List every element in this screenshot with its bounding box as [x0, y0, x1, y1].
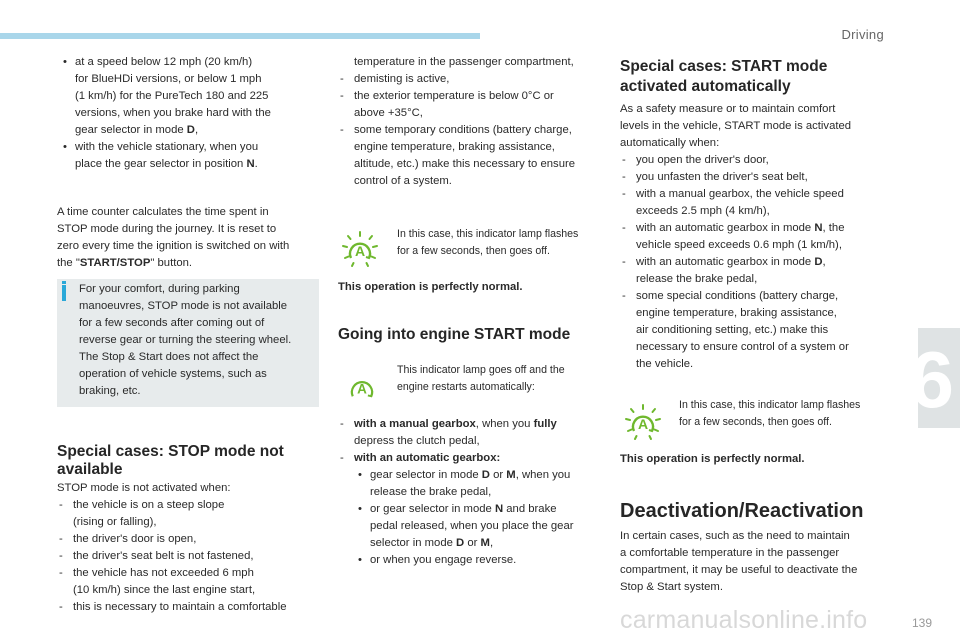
svg-text:A: A — [354, 243, 366, 259]
time-counter-paragraph: A time counter calculates the time spent in STOP mode during the journey. It is reset to zero every time the ignition is switched on with the "START/STOP" button. — [57, 206, 290, 269]
info-icon — [62, 285, 66, 301]
list-item: - demisting is active, — [340, 73, 450, 85]
page-number: 139 — [911, 616, 932, 630]
normal-operation-note: This operation is perfectly normal. — [338, 281, 523, 293]
list-item: - you open the driver's door, — [622, 154, 769, 166]
list-item: - some temporary conditions (battery charge, engine temperature, braking assistance, altitude, etc.) make this necessary to ensure control of a system. — [340, 124, 576, 187]
watermark: carmanualsonline.info — [620, 606, 868, 634]
info-text: For your comfort, during parking manoeuvres, STOP mode is not available for a few seconds after coming out of reverse gear or turning the steering wheel. The Stop & Start does not affect the operation of vehicle systems, such as braking, etc. — [79, 283, 292, 397]
auto-stop-start-flashing-icon — [624, 403, 662, 441]
svg-text:A: A — [637, 416, 649, 432]
list-item: - the exterior temperature is below 0°C or above +35°C, — [340, 90, 554, 119]
list-item: • or when you engage reverse. — [358, 554, 517, 566]
list-item: - the vehicle has not exceeded 6 mph (10 km/h) since the last engine start, — [59, 567, 256, 596]
lamp-off-note: This indicator lamp goes off and the engine restarts automatically: — [397, 364, 565, 393]
list-item: - with an automatic gearbox: — [340, 452, 501, 464]
start-auto-heading: Special cases: START mode activated automatically — [620, 58, 828, 95]
lamp-flash-note: In this case, this indicator lamp flashes for a few seconds, then goes off. — [397, 228, 579, 257]
list-item: - with a manual gearbox, the vehicle speed exceeds 2.5 mph (4 km/h), — [622, 188, 844, 217]
list-item: - this is necessary to maintain a comfortable — [59, 601, 287, 613]
list-item: - the driver's door is open, — [59, 533, 197, 545]
lamp-flash-note: In this case, this indicator lamp flashes for a few seconds, then goes off. — [679, 399, 861, 428]
list-item: - some special conditions (battery charge, engine temperature, braking assistance, air conditioning setting, etc.) make this necessary to ensure control of a system or the vehicle. — [622, 290, 849, 370]
stop-mode-list: STOP mode is not activated when: - the vehicle is on a steep slope (rising or falling), - the driver's door is open, - the driver's seat belt is not fastened, - the vehicle has not exceeded 6 mph (10 km/h) since the last engine start, - this is necessary to maintain a comfortable — [57, 480, 319, 616]
column-1-bullets — [57, 54, 319, 173]
list-item: • at a speed below 12 mph (20 km/h) for BlueHDi versions, or below 1 mph (1 km/h) for the PureTech 180 and 225 versions, when you brake hard with the gear selector in mode D, — [63, 56, 271, 136]
list-item: • with the vehicle stationary, when you place the gear selector in position N. — [63, 141, 259, 170]
info-box — [57, 279, 319, 407]
list-item: - you unfasten the driver's seat belt, — [622, 171, 808, 183]
list-item: - with a manual gearbox, when you fully depress the clutch pedal, — [340, 418, 557, 447]
deactivation-paragraph: In certain cases, such as the need to maintain a comfortable temperature in the passenger compartment, it may be useful to deactivate the Stop & Start system. — [620, 530, 858, 593]
list-item: - the vehicle is on a steep slope (rising or falling), — [59, 499, 225, 528]
deactivation-heading: Deactivation/Reactivation — [620, 500, 864, 522]
section-title: Driving — [841, 27, 884, 42]
header-accent-bar — [0, 33, 480, 39]
chapter-number: 6 — [909, 335, 954, 424]
start-mode-heading: Going into engine START mode — [338, 326, 571, 343]
list-item: • gear selector in mode D or M, when you release the brake pedal, — [358, 469, 571, 498]
start-conditions-list — [338, 416, 606, 569]
start-auto-list: As a safety measure or to maintain comfort levels in the vehicle, START mode is activated automatically when: - you open the driver's door, - you unfasten the driver's seat belt, - with a manual gearbox, the vehicle speed exceeds 2.5 mph (4 km/h), - with an automatic gearbox in mode N, the vehicle speed exceeds 0.6 mph (1 km/h), - with an automatic gearbox in mode D, release the brake pedal, - some special conditions (battery charge, engine temperature, braking assistance, air conditioning setting, etc.) make this necessary to ensure control of a system or the vehicle. — [620, 101, 888, 373]
auto-stop-start-icon — [346, 371, 378, 403]
column-2-list: temperature in the passenger compartment, - demisting is active, - the exterior temperature is below 0°C or above +35°C, - some temporary conditions (battery charge, engine temperature, braking assistance, altitude, etc.) make this necessary to ensure control of a system. — [338, 54, 606, 190]
list-item: - the driver's seat belt is not fastened, — [59, 550, 254, 562]
normal-operation-note: This operation is perfectly normal. — [620, 453, 805, 465]
list-item: - with an automatic gearbox in mode N, the vehicle speed exceeds 0.6 mph (1 km/h), — [622, 222, 845, 251]
list-item: • or gear selector in mode N and brake pedal released, when you place the gear selector in mode D or M, — [358, 503, 574, 549]
stop-mode-heading: Special cases: STOP mode not available — [57, 443, 284, 478]
svg-text:A: A — [357, 381, 367, 397]
list-item: - with an automatic gearbox in mode D, release the brake pedal, — [622, 256, 826, 285]
auto-stop-start-flashing-icon — [341, 230, 379, 268]
